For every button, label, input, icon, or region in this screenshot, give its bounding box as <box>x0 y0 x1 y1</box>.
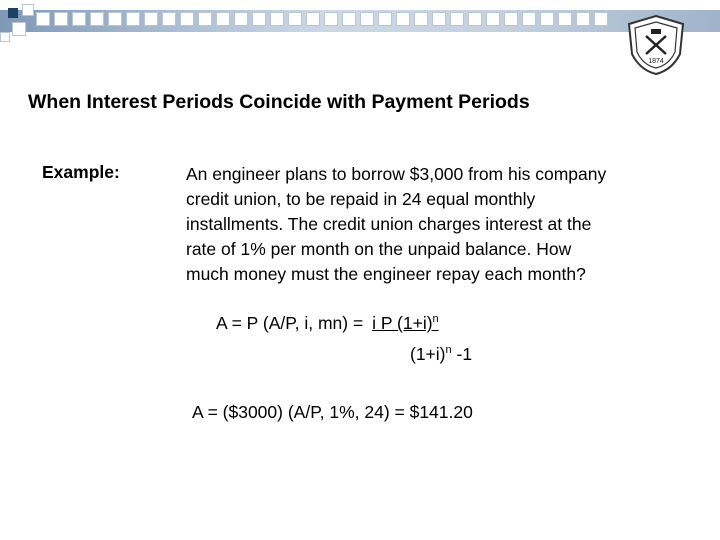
formula-denominator-exponent: n <box>445 344 452 357</box>
result-equation: A = ($3000) (A/P, 1%, 24) = $141.20 <box>192 402 473 422</box>
formula-lhs: A = P (A/P, i, mn) = <box>216 313 369 333</box>
header-square <box>108 12 122 26</box>
header-square <box>450 12 464 26</box>
header-square <box>252 12 266 26</box>
formula-denominator <box>410 344 472 365</box>
problem-line: much money must the engineer repay each month? <box>186 264 586 284</box>
formula-denominator-base: (1+i) <box>410 344 446 364</box>
header-square <box>594 12 608 26</box>
seal-year: 1874 <box>648 58 664 65</box>
header-square <box>378 12 392 26</box>
header-decoration-bar <box>0 0 720 44</box>
header-square <box>54 12 68 26</box>
header-square <box>396 12 410 26</box>
slide-title: When Interest Periods Coincide with Payment Periods <box>28 91 530 113</box>
header-square <box>486 12 500 26</box>
header-square-dark <box>8 8 18 18</box>
example-label: Example: <box>42 162 120 182</box>
header-square <box>126 12 140 26</box>
header-square <box>576 12 590 26</box>
school-seal-logo <box>626 14 686 76</box>
header-square <box>414 12 428 26</box>
header-square <box>324 12 338 26</box>
problem-line: An engineer plans to borrow $3,000 from his company <box>186 164 607 184</box>
problem-statement <box>186 162 686 287</box>
header-square <box>234 12 248 26</box>
header-square <box>162 12 176 26</box>
problem-line: installments. The credit union charges interest at the <box>186 214 592 234</box>
header-square <box>540 12 554 26</box>
header-square <box>36 12 50 26</box>
header-square <box>504 12 518 26</box>
header-square <box>198 12 212 26</box>
header-square <box>22 4 34 16</box>
header-square <box>144 12 158 26</box>
header-square <box>0 32 10 42</box>
header-square <box>270 12 284 26</box>
formula-numerator-exponent: n <box>432 313 439 326</box>
header-square <box>522 12 536 26</box>
formula-denominator-tail: -1 <box>451 344 473 364</box>
header-square <box>432 12 446 26</box>
header-square <box>342 12 356 26</box>
header-square <box>306 12 320 26</box>
formula-numerator <box>368 313 445 333</box>
problem-line: credit union, to be repaid in 24 equal monthly <box>186 189 536 209</box>
header-square <box>468 12 482 26</box>
problem-line: rate of 1% per month on the unpaid balance. How <box>186 239 572 259</box>
formula-equation <box>216 313 445 334</box>
header-square <box>12 22 26 36</box>
header-square <box>180 12 194 26</box>
header-square <box>558 12 572 26</box>
header-square <box>216 12 230 26</box>
formula-numerator-base: i P (1+i) <box>372 313 433 333</box>
header-square <box>360 12 374 26</box>
header-square <box>288 12 302 26</box>
header-square <box>72 12 86 26</box>
header-square <box>90 12 104 26</box>
